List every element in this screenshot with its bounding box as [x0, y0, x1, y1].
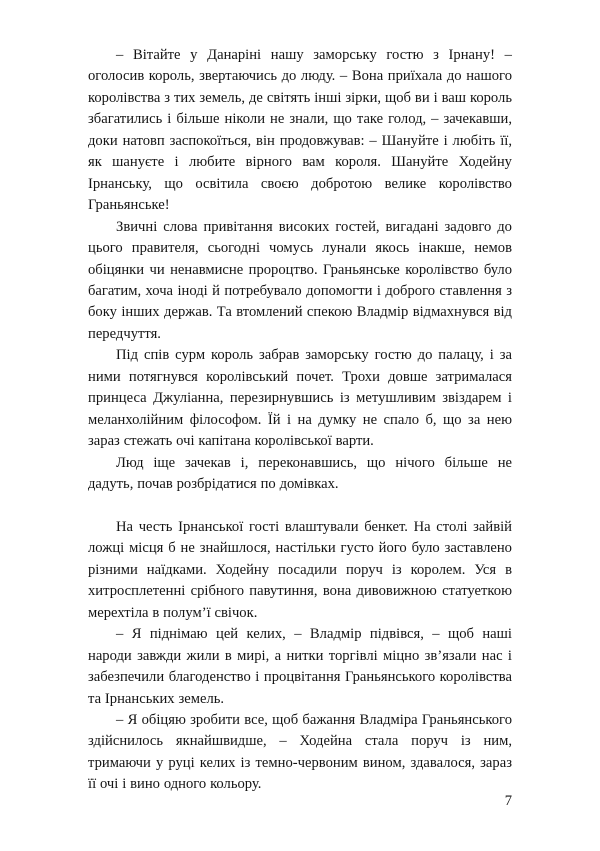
- body-paragraph-7: – Я обіцяю зробити все, щоб бажання Владміра Граньянського здійснилось якнайшвидше, – Ходейна стала поруч із ним, тримаючи у руці келих із темно-червоним вином, здавалося, зараз її очі і вино одного кольору.: [88, 712, 512, 793]
- body-paragraph-6: – Я піднімаю цей келих, – Владмір підвівся, – щоб наші народи завжди жили в мирі, а нитки торгівлі міцно зв’язали нас і забезпечили благоденство і процвітання Граньянського королівства та Ірнанських земель.: [88, 626, 512, 707]
- body-paragraph-1: – Вітайте у Данаріні нашу заморську гостю з Ірнану! – оголосив король, звертаючись до люду. – Вона приїхала до нашого королівства з тих земель, де світять інші зірки, щоб ви і ваш король збагатились і більше ніколи не знали, що таке голод, – зачекавши, доки натовп заспокоїться, він продовжував: – Шануйте і любіть її, як шануєте і любите вірного вам короля. Шануйте Ходейну Ірнанську, що освітила своєю добротою велике королівство Граньянське!: [88, 47, 512, 214]
- section-break-spacer: [88, 496, 512, 517]
- body-paragraph-4: Люд іще зачекав і, переконавшись, що нічого більше не дадуть, почав розбрідатися по домівках.: [88, 454, 512, 493]
- body-paragraph-2: Звичні слова привітання високих гостей, вигадані задовго до цього правителя, сьогодні чомусь лунали якось інакше, немов обіцянки чи ненавмисне пророцтво. Граньянське королівство було багатим, хоча іноді й потребувало допомогти і доброго ставлення з боку інших держав. Та втомлений спекою Владмір відмахнувся від передчуття.: [88, 218, 512, 342]
- body-text-column: [88, 45, 512, 796]
- body-paragraph-3: Під спів сурм король забрав заморську гостю до палацу, і за ними потягнувся королівський почет. Трохи довше затрималася принцеса Джуліанна, перезирнувшись із метушливим звіздарем і меланхолійним філософом. Їй і на думку не спало б, що за нею зараз стежать очі капітана королівської варти.: [88, 347, 512, 450]
- page-number: 7: [504, 793, 512, 810]
- body-paragraph-5: На честь Ірнанської гості влаштували бенкет. На столі зайвій ложці місця б не знайшлося, настільки густо його було заставлено різними наїдками. Ходейну посадили поруч із королем. Уся в хитросплетенні срібного павутиння, вона дивовижною статуеткою мерехтіла в полум’ї свічок.: [88, 518, 512, 621]
